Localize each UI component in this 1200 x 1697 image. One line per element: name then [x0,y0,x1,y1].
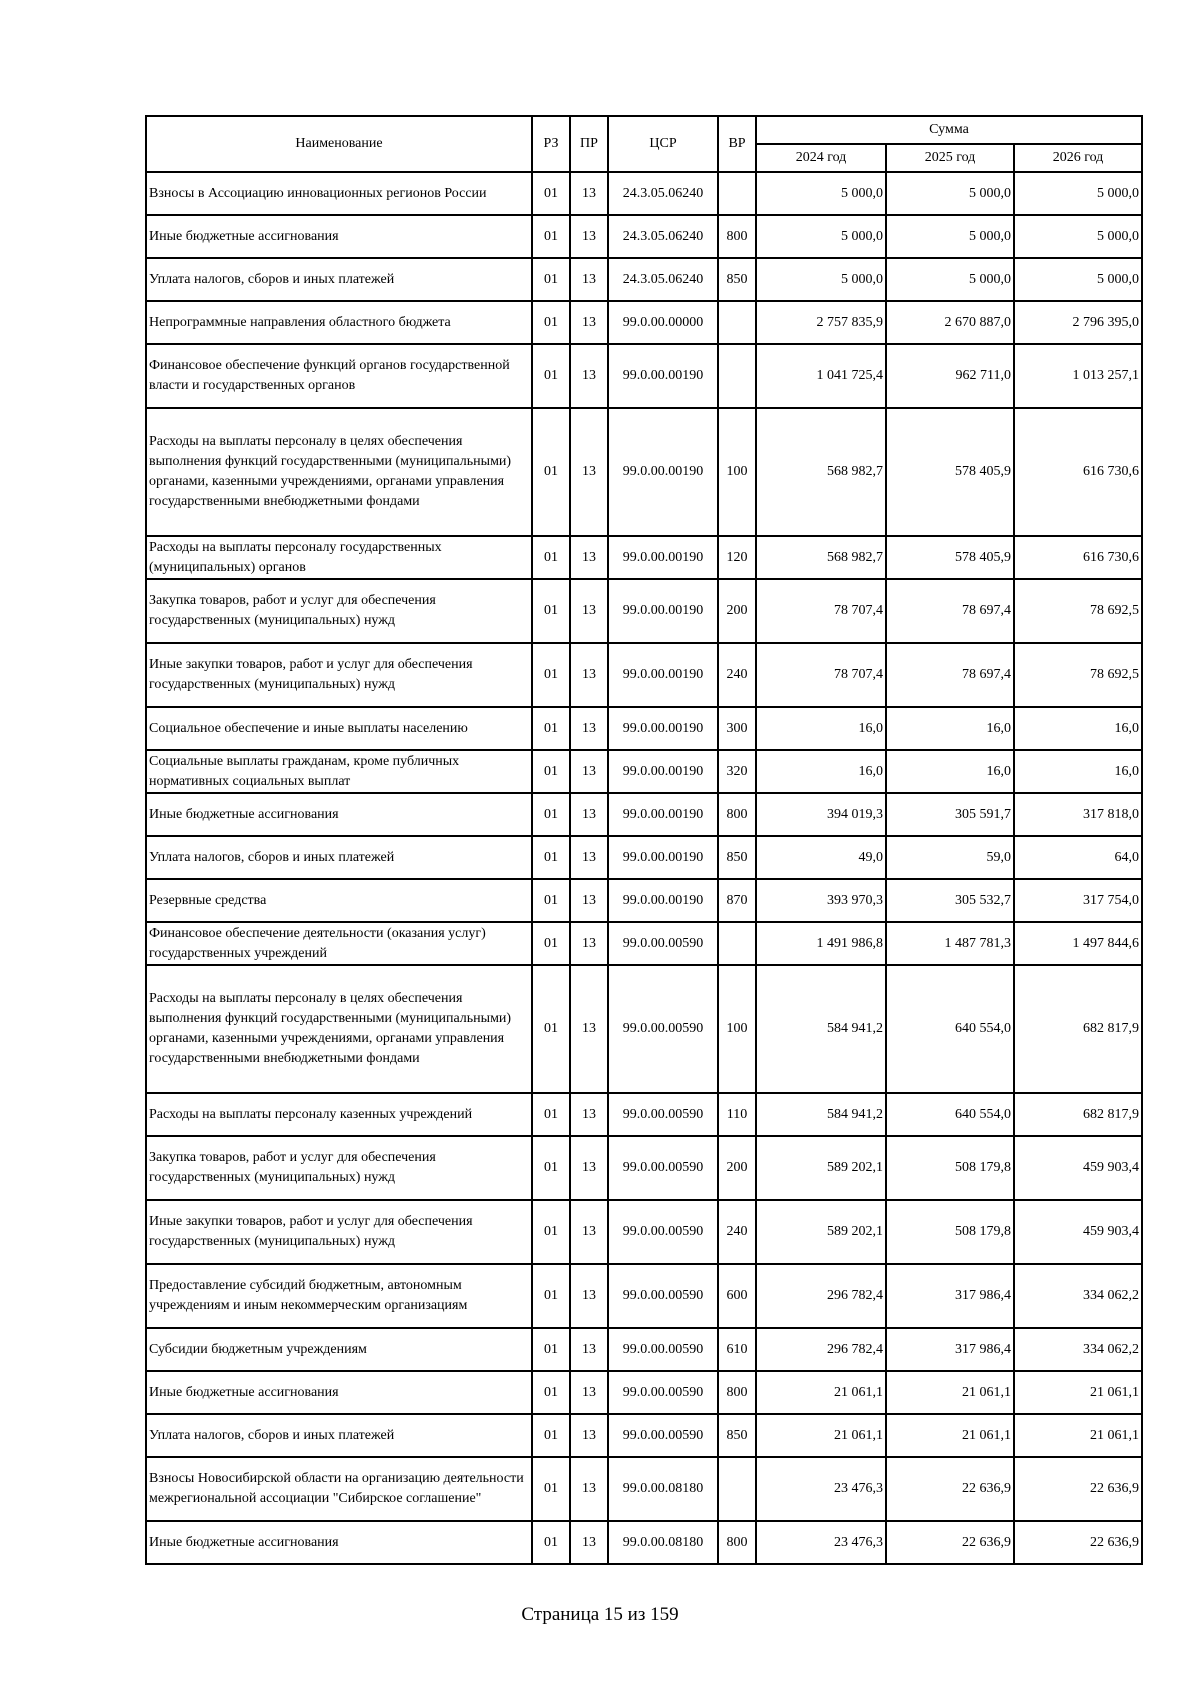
row-csr: 99.0.00.08180 [608,1521,718,1564]
row-rz: 01 [532,579,570,643]
row-vr: 800 [718,793,756,836]
row-csr: 99.0.00.00190 [608,408,718,536]
row-amount-2026: 682 817,9 [1014,1093,1142,1136]
row-pr: 13 [570,344,608,408]
row-amount-2026: 616 730,6 [1014,536,1142,579]
row-amount-2026: 78 692,5 [1014,643,1142,707]
row-name: Закупка товаров, работ и услуг для обеспечения государственных (муниципальных) нужд [146,1136,532,1200]
row-name: Иные бюджетные ассигнования [146,1521,532,1564]
header-csr: ЦСР [608,116,718,172]
budget-table [145,115,1143,1565]
row-pr: 13 [570,408,608,536]
row-pr: 13 [570,215,608,258]
row-amount-2025: 16,0 [886,707,1014,750]
table-row [146,344,1142,408]
row-amount-2024: 296 782,4 [756,1328,886,1371]
row-name: Расходы на выплаты персоналу в целях обеспечения выполнения функций государственными (муниципальными) органами, казенными учреждениями, органами управления государственными внебюджетными фондами [146,965,532,1093]
row-name: Закупка товаров, работ и услуг для обеспечения государственных (муниципальных) нужд [146,579,532,643]
row-vr: 240 [718,1200,756,1264]
row-amount-2026: 317 818,0 [1014,793,1142,836]
row-amount-2025: 317 986,4 [886,1264,1014,1328]
row-csr: 99.0.00.00590 [608,1093,718,1136]
row-name: Расходы на выплаты персоналу в целях обеспечения выполнения функций государственными (муниципальными) органами, казенными учреждениями, органами управления государственными внебюджетными фондами [146,408,532,536]
row-vr [718,922,756,965]
table-row [146,1371,1142,1414]
row-csr: 99.0.00.00190 [608,836,718,879]
row-pr: 13 [570,1093,608,1136]
row-csr: 99.0.00.00190 [608,643,718,707]
row-pr: 13 [570,301,608,344]
row-amount-2024: 5 000,0 [756,215,886,258]
table-row [146,922,1142,965]
row-rz: 01 [532,1136,570,1200]
row-pr: 13 [570,536,608,579]
table-row [146,301,1142,344]
row-rz: 01 [532,1414,570,1457]
row-amount-2025: 5 000,0 [886,172,1014,215]
row-amount-2024: 23 476,3 [756,1521,886,1564]
row-csr: 99.0.00.00190 [608,793,718,836]
table-row [146,215,1142,258]
row-pr: 13 [570,879,608,922]
row-amount-2025: 578 405,9 [886,536,1014,579]
row-csr: 99.0.00.00590 [608,965,718,1093]
row-vr [718,344,756,408]
row-amount-2026: 16,0 [1014,707,1142,750]
row-pr: 13 [570,172,608,215]
table-body [146,172,1142,1564]
row-rz: 01 [532,879,570,922]
row-csr: 24.3.05.06240 [608,215,718,258]
row-amount-2025: 962 711,0 [886,344,1014,408]
row-name: Взносы Новосибирской области на организацию деятельности межрегиональной ассоциации "Сибирское соглашение" [146,1457,532,1521]
row-amount-2024: 78 707,4 [756,643,886,707]
row-amount-2026: 21 061,1 [1014,1414,1142,1457]
row-name: Иные закупки товаров, работ и услуг для обеспечения государственных (муниципальных) нужд [146,643,532,707]
row-amount-2025: 508 179,8 [886,1136,1014,1200]
row-name: Уплата налогов, сборов и иных платежей [146,836,532,879]
row-rz: 01 [532,1093,570,1136]
header-sum: Сумма [756,116,1142,144]
row-amount-2025: 305 591,7 [886,793,1014,836]
table-row [146,879,1142,922]
row-name: Социальное обеспечение и иные выплаты населению [146,707,532,750]
row-amount-2024: 589 202,1 [756,1200,886,1264]
row-vr: 200 [718,579,756,643]
header-pr: ПР [570,116,608,172]
row-amount-2024: 1 491 986,8 [756,922,886,965]
row-pr: 13 [570,1264,608,1328]
row-name: Предоставление субсидий бюджетным, автономным учреждениям и иным некоммерческим организациям [146,1264,532,1328]
row-name: Уплата налогов, сборов и иных платежей [146,258,532,301]
row-csr: 99.0.00.00190 [608,579,718,643]
row-pr: 13 [570,258,608,301]
row-amount-2026: 64,0 [1014,836,1142,879]
row-csr: 99.0.00.00190 [608,879,718,922]
row-rz: 01 [532,707,570,750]
row-amount-2024: 16,0 [756,707,886,750]
row-name: Непрограммные направления областного бюджета [146,301,532,344]
row-vr [718,1457,756,1521]
row-name: Иные бюджетные ассигнования [146,793,532,836]
header-year-2025: 2025 год [886,144,1014,172]
header-name: Наименование [146,116,532,172]
row-vr: 320 [718,750,756,793]
row-amount-2024: 21 061,1 [756,1371,886,1414]
row-amount-2026: 22 636,9 [1014,1521,1142,1564]
row-rz: 01 [532,408,570,536]
row-amount-2025: 5 000,0 [886,258,1014,301]
row-amount-2026: 682 817,9 [1014,965,1142,1093]
row-rz: 01 [532,643,570,707]
row-amount-2026: 21 061,1 [1014,1371,1142,1414]
table-row [146,1328,1142,1371]
row-rz: 01 [532,1328,570,1371]
row-rz: 01 [532,301,570,344]
row-rz: 01 [532,215,570,258]
row-amount-2025: 16,0 [886,750,1014,793]
row-vr: 800 [718,1521,756,1564]
row-vr: 300 [718,707,756,750]
row-amount-2026: 78 692,5 [1014,579,1142,643]
row-vr: 240 [718,643,756,707]
table-row [146,836,1142,879]
row-vr [718,301,756,344]
row-pr: 13 [570,1457,608,1521]
row-csr: 99.0.00.00190 [608,750,718,793]
row-pr: 13 [570,1200,608,1264]
row-amount-2025: 317 986,4 [886,1328,1014,1371]
row-amount-2026: 334 062,2 [1014,1328,1142,1371]
row-amount-2025: 21 061,1 [886,1414,1014,1457]
row-csr: 99.0.00.00590 [608,1136,718,1200]
row-name: Финансовое обеспечение функций органов государственной власти и государственных органов [146,344,532,408]
row-name: Субсидии бюджетным учреждениям [146,1328,532,1371]
row-name: Расходы на выплаты персоналу казенных учреждений [146,1093,532,1136]
row-amount-2024: 5 000,0 [756,172,886,215]
row-amount-2025: 640 554,0 [886,1093,1014,1136]
row-amount-2026: 616 730,6 [1014,408,1142,536]
row-name: Уплата налогов, сборов и иных платежей [146,1414,532,1457]
row-csr: 99.0.00.00190 [608,707,718,750]
row-csr: 99.0.00.00190 [608,344,718,408]
row-pr: 13 [570,1328,608,1371]
row-name: Финансовое обеспечение деятельности (оказания услуг) государственных учреждений [146,922,532,965]
row-vr: 100 [718,965,756,1093]
row-amount-2024: 568 982,7 [756,536,886,579]
row-rz: 01 [532,1457,570,1521]
row-vr: 200 [718,1136,756,1200]
row-pr: 13 [570,1371,608,1414]
row-csr: 99.0.00.00590 [608,922,718,965]
row-amount-2024: 584 941,2 [756,1093,886,1136]
table-row [146,258,1142,301]
row-pr: 13 [570,1136,608,1200]
table-row [146,965,1142,1093]
row-amount-2024: 16,0 [756,750,886,793]
row-rz: 01 [532,258,570,301]
row-rz: 01 [532,536,570,579]
table-row [146,172,1142,215]
header-vr: ВР [718,116,756,172]
row-vr: 120 [718,536,756,579]
row-pr: 13 [570,922,608,965]
row-rz: 01 [532,172,570,215]
table-header [146,116,1142,172]
row-csr: 99.0.00.00590 [608,1200,718,1264]
row-vr [718,172,756,215]
table-row [146,750,1142,793]
row-csr: 99.0.00.00000 [608,301,718,344]
row-vr: 850 [718,1414,756,1457]
header-rz: РЗ [532,116,570,172]
row-amount-2024: 296 782,4 [756,1264,886,1328]
row-name: Иные бюджетные ассигнования [146,1371,532,1414]
row-amount-2025: 59,0 [886,836,1014,879]
row-amount-2025: 1 487 781,3 [886,922,1014,965]
row-rz: 01 [532,793,570,836]
row-rz: 01 [532,750,570,793]
table-row [146,1136,1142,1200]
row-vr: 800 [718,1371,756,1414]
row-amount-2025: 2 670 887,0 [886,301,1014,344]
row-amount-2025: 22 636,9 [886,1457,1014,1521]
row-amount-2025: 21 061,1 [886,1371,1014,1414]
row-amount-2026: 22 636,9 [1014,1457,1142,1521]
row-amount-2024: 2 757 835,9 [756,301,886,344]
row-name: Резервные средства [146,879,532,922]
table-row [146,1093,1142,1136]
row-name: Социальные выплаты гражданам, кроме публичных нормативных социальных выплат [146,750,532,793]
row-pr: 13 [570,793,608,836]
row-amount-2024: 5 000,0 [756,258,886,301]
row-name: Иные закупки товаров, работ и услуг для обеспечения государственных (муниципальных) нужд [146,1200,532,1264]
row-csr: 99.0.00.00590 [608,1414,718,1457]
row-rz: 01 [532,1371,570,1414]
row-amount-2026: 459 903,4 [1014,1136,1142,1200]
header-year-2024: 2024 год [756,144,886,172]
row-amount-2025: 305 532,7 [886,879,1014,922]
row-amount-2026: 5 000,0 [1014,258,1142,301]
row-amount-2025: 578 405,9 [886,408,1014,536]
row-rz: 01 [532,965,570,1093]
row-amount-2024: 584 941,2 [756,965,886,1093]
row-amount-2025: 78 697,4 [886,579,1014,643]
row-amount-2024: 568 982,7 [756,408,886,536]
row-pr: 13 [570,1414,608,1457]
row-pr: 13 [570,579,608,643]
row-amount-2025: 22 636,9 [886,1521,1014,1564]
row-vr: 610 [718,1328,756,1371]
row-vr: 850 [718,836,756,879]
row-rz: 01 [532,1200,570,1264]
row-pr: 13 [570,965,608,1093]
row-pr: 13 [570,707,608,750]
row-amount-2025: 78 697,4 [886,643,1014,707]
page-number: Страница 15 из 159 [521,1604,679,1625]
row-csr: 24.3.05.06240 [608,258,718,301]
row-pr: 13 [570,643,608,707]
row-name: Иные бюджетные ассигнования [146,215,532,258]
row-rz: 01 [532,836,570,879]
row-vr: 800 [718,215,756,258]
row-vr: 600 [718,1264,756,1328]
table-row [146,1521,1142,1564]
row-csr: 99.0.00.00590 [608,1328,718,1371]
header-year-2026: 2026 год [1014,144,1142,172]
row-amount-2026: 1 013 257,1 [1014,344,1142,408]
table-row [146,408,1142,536]
row-pr: 13 [570,836,608,879]
row-name: Расходы на выплаты персоналу государственных (муниципальных) органов [146,536,532,579]
row-rz: 01 [532,1521,570,1564]
row-amount-2026: 16,0 [1014,750,1142,793]
row-vr: 110 [718,1093,756,1136]
row-vr: 870 [718,879,756,922]
row-amount-2025: 508 179,8 [886,1200,1014,1264]
row-amount-2026: 334 062,2 [1014,1264,1142,1328]
row-amount-2024: 21 061,1 [756,1414,886,1457]
table-row [146,1414,1142,1457]
row-amount-2026: 317 754,0 [1014,879,1142,922]
table-row [146,1264,1142,1328]
row-csr: 99.0.00.08180 [608,1457,718,1521]
table-row [146,1200,1142,1264]
table-row [146,579,1142,643]
table-row [146,643,1142,707]
row-amount-2024: 78 707,4 [756,579,886,643]
table-row [146,536,1142,579]
row-pr: 13 [570,750,608,793]
row-amount-2026: 5 000,0 [1014,172,1142,215]
row-amount-2024: 394 019,3 [756,793,886,836]
row-pr: 13 [570,1521,608,1564]
row-csr: 99.0.00.00590 [608,1371,718,1414]
table-row [146,1457,1142,1521]
row-amount-2024: 1 041 725,4 [756,344,886,408]
row-amount-2026: 5 000,0 [1014,215,1142,258]
row-amount-2025: 640 554,0 [886,965,1014,1093]
row-amount-2024: 393 970,3 [756,879,886,922]
row-rz: 01 [532,922,570,965]
row-csr: 24.3.05.06240 [608,172,718,215]
row-vr: 100 [718,408,756,536]
row-amount-2024: 589 202,1 [756,1136,886,1200]
row-amount-2026: 2 796 395,0 [1014,301,1142,344]
table-row [146,707,1142,750]
table-row [146,793,1142,836]
row-name: Взносы в Ассоциацию инновационных регионов России [146,172,532,215]
row-vr: 850 [718,258,756,301]
row-amount-2024: 23 476,3 [756,1457,886,1521]
row-amount-2025: 5 000,0 [886,215,1014,258]
row-rz: 01 [532,344,570,408]
row-rz: 01 [532,1264,570,1328]
row-amount-2026: 459 903,4 [1014,1200,1142,1264]
row-amount-2026: 1 497 844,6 [1014,922,1142,965]
row-csr: 99.0.00.00590 [608,1264,718,1328]
row-amount-2024: 49,0 [756,836,886,879]
row-csr: 99.0.00.00190 [608,536,718,579]
